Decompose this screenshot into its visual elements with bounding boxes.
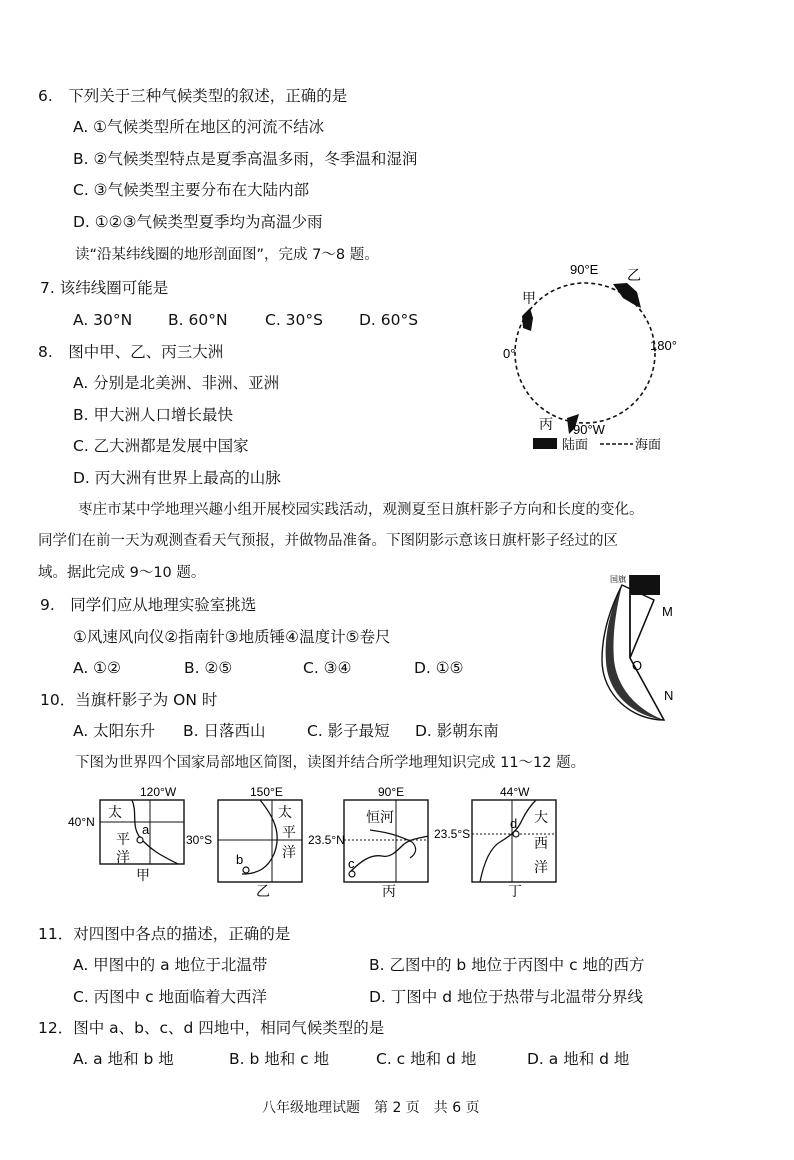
map-yi	[186, 785, 302, 899]
q9-option-d: D. ①⑤	[414, 659, 464, 677]
q11-option-d: D. 丁图中 d 地位于热带与北温带分界线	[369, 988, 643, 1006]
q8-option-d: D. 丙大洲有世界上最高的山脉	[73, 469, 281, 487]
continent-yi-shape	[613, 283, 641, 308]
map-bing-point: c	[348, 856, 355, 871]
q6-option-b: B. ②气候类型特点是夏季高温多雨，冬季温和湿润	[73, 150, 418, 168]
q12-option-c: C. c 地和 d 地	[376, 1050, 477, 1068]
page-footer: 八年级地理试题 第 2 页 共 6 页	[262, 1100, 480, 1116]
q9-option-c: C. ③④	[303, 659, 352, 677]
q7-option-c: C. 30°S	[265, 311, 323, 329]
flag-shape	[630, 575, 660, 595]
q11-option-a: A. 甲图中的 a 地位于北温带	[73, 956, 268, 974]
q7-option-b: B. 60°N	[168, 311, 228, 329]
point-m-label: M	[662, 604, 673, 619]
map-yi-side: 30°S	[186, 833, 213, 847]
q10-option-c: C. 影子最短	[307, 722, 390, 740]
legend-land-swatch	[533, 438, 557, 449]
map-jia-top: 120°W	[140, 785, 177, 799]
point-o-label: O	[632, 658, 643, 673]
intro-9-10-line3: 域。据此完成 9～10 题。	[38, 565, 206, 581]
q6-option-a: A. ①气候类型所在地区的河流不结冰	[73, 118, 325, 136]
q9-option-b: B. ②⑤	[184, 659, 233, 677]
q11-stem: 11．对四图中各点的描述，正确的是	[38, 925, 291, 943]
map-ding-name: 丁	[508, 883, 522, 899]
map-bing-side: 23.5°N	[308, 833, 345, 847]
label-0: 0°	[503, 346, 516, 361]
map-yi-name: 乙	[256, 883, 270, 899]
q9-items: ①风速风向仪②指南针③地质锤④温度计⑤卷尺	[73, 628, 391, 646]
label-yi: 乙	[627, 267, 641, 283]
label-jia: 甲	[522, 290, 536, 306]
map-yi-text1: 太	[278, 804, 292, 820]
q6-option-d: D. ①②③气候类型夏季均为高温少雨	[73, 213, 323, 231]
q10-option-d: D. 影朝东南	[415, 722, 499, 740]
map-jia-text3: 洋	[116, 849, 130, 865]
intro-9-10-line2: 同学们在前一天为观测查看天气预报，并做物品准备。下图阴影示意该日旗杆影子经过的区	[38, 533, 618, 549]
continent-jia-shape	[522, 308, 533, 331]
map-yi-point: b	[236, 852, 244, 867]
q11-option-b: B. 乙图中的 b 地位于丙图中 c 地的西方	[369, 956, 645, 974]
intro-7-8: 读“沿某纬线圈的地形剖面图”，完成 7～8 题。	[75, 247, 379, 263]
q10-option-a: A. 太阳东升	[73, 722, 156, 740]
map-ding-side: 23.5°S	[434, 827, 471, 841]
map-jia-side: 40°N	[68, 815, 95, 829]
four-maps-figure	[60, 782, 580, 899]
map-ding-top: 44°W	[500, 785, 530, 799]
q7-option-a: A. 30°N	[73, 311, 133, 329]
q12-option-b: B. b 地和 c 地	[229, 1050, 330, 1068]
label-90w: 90°W	[573, 422, 605, 437]
q7-stem: 7. 该纬线圈可能是	[40, 279, 169, 297]
map-ding-text3: 洋	[534, 859, 548, 875]
legend-land-label: 陆面	[562, 437, 589, 452]
q8-option-b: B. 甲大洲人口增长最快	[73, 406, 233, 424]
map-bing-name: 丙	[382, 883, 396, 899]
q12-option-d: D. a 地和 d 地	[527, 1050, 630, 1068]
q7-option-d: D. 60°S	[359, 311, 419, 329]
q9-stem: 9. 同学们应从地理实验室挑选	[40, 596, 257, 614]
map-bing-top: 90°E	[378, 785, 405, 799]
q12-option-a: A. a 地和 b 地	[73, 1050, 174, 1068]
legend-sea-label: 海面	[635, 437, 662, 452]
map-bing-text1: 恒河	[366, 809, 394, 825]
point-n-label: N	[664, 688, 674, 703]
map-ding-text2: 西	[534, 835, 548, 851]
map-bing	[308, 785, 428, 899]
map-ding	[434, 785, 556, 899]
map-ding-point: d	[510, 816, 518, 831]
q6-option-c: C. ③气候类型主要分布在大陆内部	[73, 181, 310, 199]
latitude-circle-figure	[495, 258, 695, 458]
map-jia-text1: 太	[108, 804, 122, 820]
map-yi-text2: 平	[282, 824, 296, 840]
map-jia	[68, 785, 184, 883]
map-jia-text2: 平	[116, 831, 130, 847]
flagpole-shadow-figure	[592, 570, 702, 730]
label-180: 180°	[650, 338, 677, 353]
q8-option-a: A. 分别是北美洲、非洲、亚洲	[73, 374, 280, 392]
q8-stem: 8. 图中甲、乙、丙三大洲	[38, 343, 224, 361]
map-yi-top: 150°E	[250, 785, 283, 799]
map-jia-point: a	[142, 822, 150, 837]
q9-option-a: A. ①②	[73, 659, 121, 677]
label-90e: 90°E	[570, 262, 599, 277]
label-bing: 丙	[539, 416, 553, 432]
q11-option-c: C. 丙图中 c 地面临着大西洋	[73, 988, 268, 1006]
intro-11-12: 下图为世界四个国家局部地区简图，读图并结合所学地理知识完成 11～12 题。	[75, 755, 586, 771]
flag-label: 国旗	[610, 575, 626, 584]
q10-option-b: B. 日落西山	[183, 722, 266, 740]
q6-stem: 6. 下列关于三种气候类型的叙述，正确的是	[38, 87, 348, 105]
map-ding-text1: 大	[534, 809, 548, 825]
intro-9-10-line1: 枣庄市某中学地理兴趣小组开展校园实践活动，观测夏至日旗杆影子方向和长度的变化。	[78, 502, 644, 518]
map-yi-text3: 洋	[282, 844, 296, 860]
q12-stem: 12．图中 a、b、c、d 四地中，相同气候类型的是	[38, 1019, 385, 1037]
map-jia-name: 甲	[136, 867, 150, 883]
q8-option-c: C. 乙大洲都是发展中国家	[73, 437, 249, 455]
q10-stem: 10．当旗杆影子为 ON 时	[40, 691, 218, 709]
